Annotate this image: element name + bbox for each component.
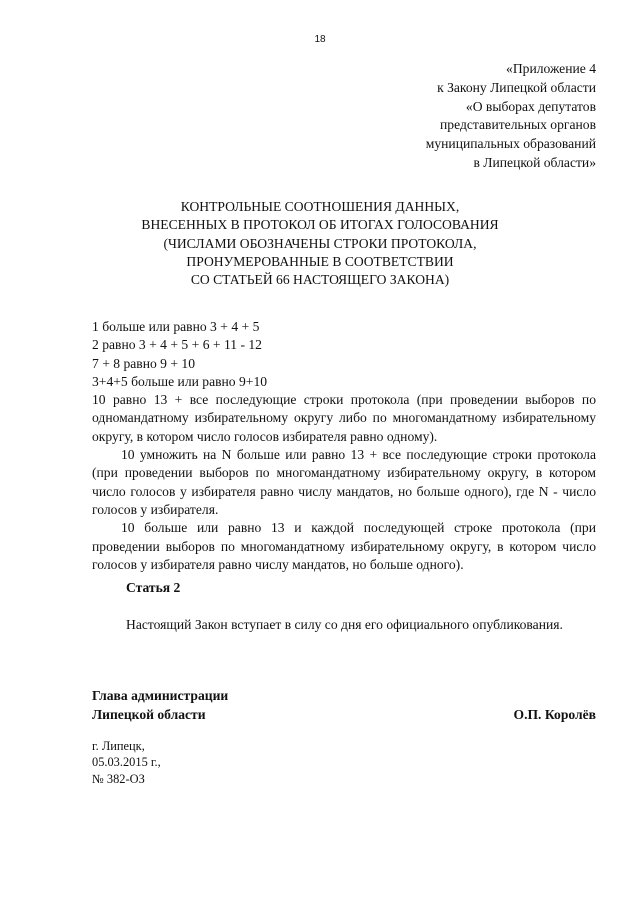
title-line: ВНЕСЕННЫХ В ПРОТОКОЛ ОБ ИТОГАХ ГОЛОСОВАНИЯ (141, 217, 499, 233)
title-line: КОНТРОЛЬНЫЕ СООТНОШЕНИЯ ДАННЫХ, (180, 199, 460, 214)
signatory-position-line2: Липецкой области (92, 707, 206, 722)
title-line: СО СТАТЬЕЙ 66 НАСТОЯЩЕГО ЗАКОНА) (190, 272, 450, 288)
footer-city: г. Липецк, (92, 739, 145, 753)
relation-paragraph-2: 10 умножить на N больше или равно 13 + все последующие строки протокола (при проведении выборов по многомандатному избирательному округу, в котором число голосов у избирателя равно числу мандатов, но больше одного), где N - число голосов у избирателя. (92, 447, 596, 517)
control-relations (92, 318, 596, 574)
signatory-position-line1: Глава администрации (92, 688, 229, 703)
appendix-line: представительных органов (440, 117, 596, 133)
relation-paragraph-3: 10 больше или равно 13 и каждой последующей строке протокола (при проведении выборов по многомандатному избирательному округу, в котором число голосов у избирателя равно числу мандатов, но больше одного). (92, 520, 596, 572)
relation-line: 3+4+5 больше или равно 9+10 (92, 373, 268, 389)
article-heading: Статья 2 (126, 580, 181, 595)
appendix-line: в Липецкой области» (473, 154, 596, 170)
appendix-header (426, 60, 596, 173)
page-number: 18 (314, 34, 326, 45)
document-title (0, 198, 640, 289)
relation-paragraph-1: 10 равно 13 + все последующие строки протокола (при проведении выборов по одномандатному избирательному округу либо по многомандатному избирательному округу, в котором число голосов избирателя равно одному). (92, 392, 596, 444)
signature-block (92, 686, 596, 724)
footer-number: № 382-ОЗ (92, 771, 145, 786)
document-footer (92, 738, 161, 787)
appendix-line: «Приложение 4 (506, 61, 596, 76)
appendix-line: «О выборах депутатов (465, 98, 596, 114)
signatory-name: О.П. Королёв (513, 707, 596, 722)
title-line: (ЧИСЛАМИ ОБОЗНАЧЕНЫ СТРОКИ ПРОТОКОЛА, (163, 235, 477, 251)
appendix-line: к Закону Липецкой области (437, 79, 596, 95)
relation-line: 7 + 8 равно 9 + 10 (92, 355, 196, 371)
title-line: ПРОНУМЕРОВАННЫЕ В СООТВЕТСТВИИ (186, 253, 454, 269)
relation-line: 1 больше или равно 3 + 4 + 5 (92, 319, 260, 334)
appendix-line: муниципальных образований (425, 136, 596, 152)
article-text: Настоящий Закон вступает в силу со дня его официального опубликования. (126, 617, 563, 632)
footer-date: 05.03.2015 г., (92, 755, 161, 770)
relation-line: 2 равно 3 + 4 + 5 + 6 + 11 - 12 (92, 337, 262, 353)
